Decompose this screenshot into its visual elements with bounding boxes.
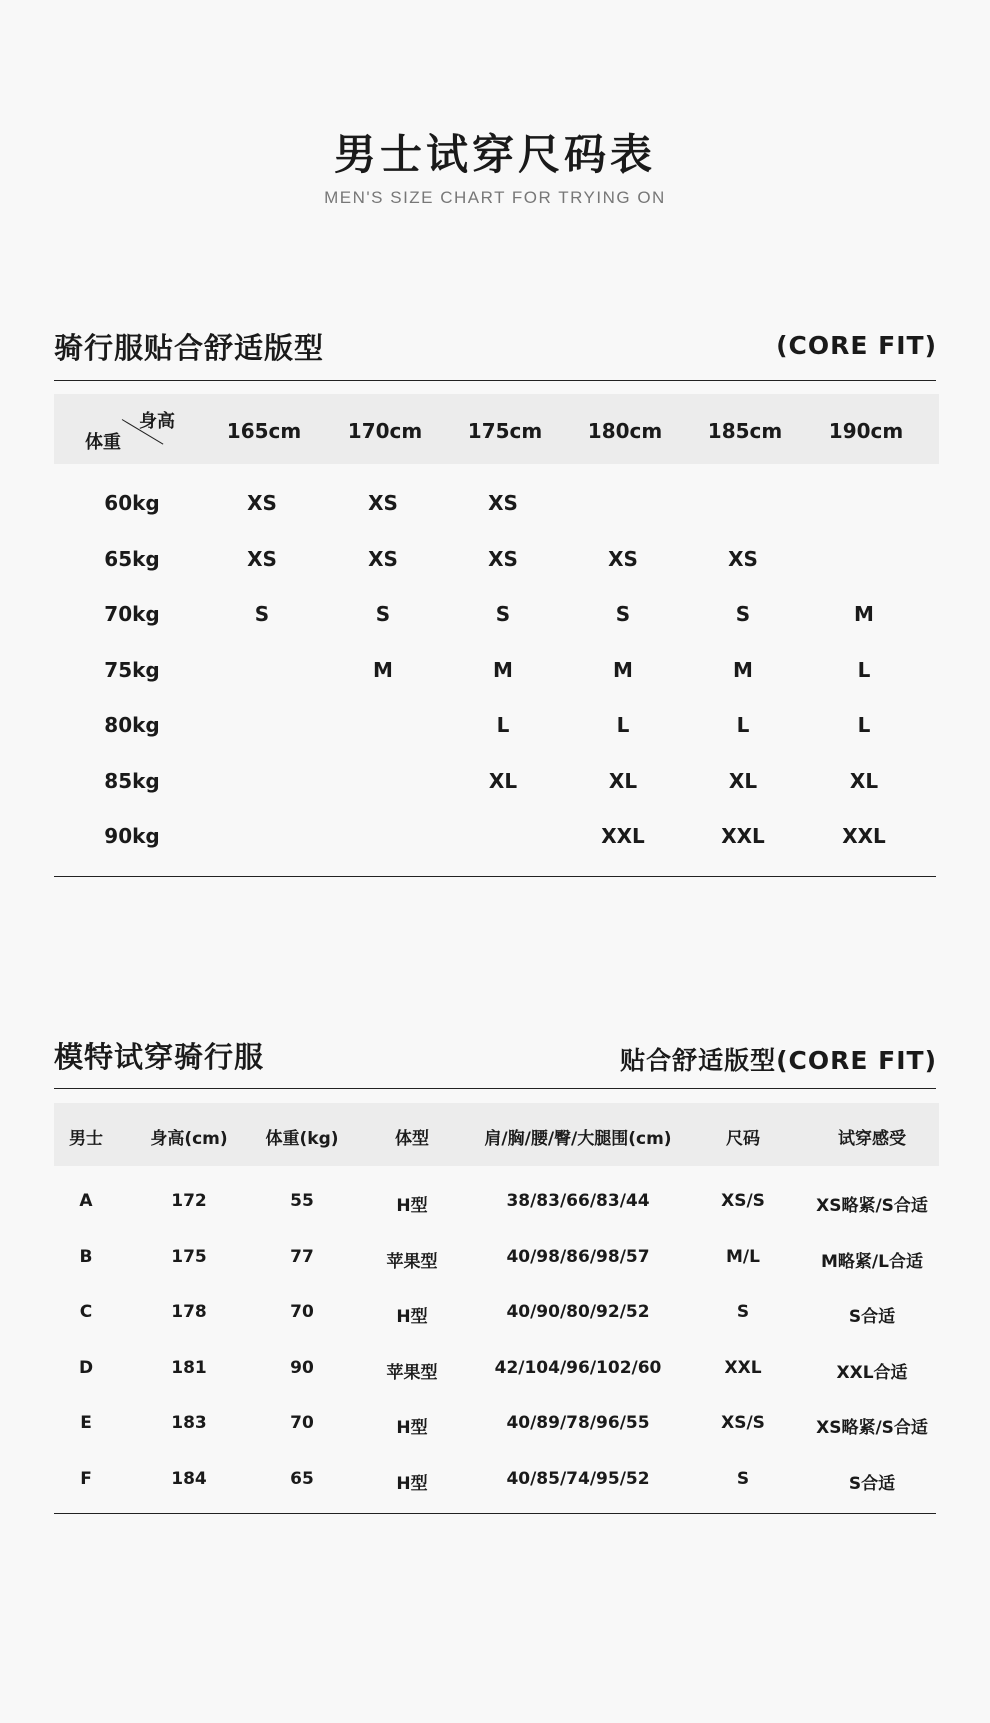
size-cell: XS bbox=[247, 547, 277, 571]
model-table-top-rule bbox=[54, 1088, 936, 1089]
model-cell: S合适 bbox=[848, 1307, 896, 1327]
size-cell: XS bbox=[488, 491, 518, 515]
size-cell: M bbox=[854, 602, 874, 626]
model-cell: 65 bbox=[290, 1469, 314, 1489]
size-cell: XS bbox=[608, 547, 638, 571]
model-cell: D bbox=[78, 1358, 94, 1378]
size-cell: XS bbox=[368, 491, 398, 515]
model-cell: M/L bbox=[726, 1247, 760, 1267]
size-cell: XS bbox=[247, 491, 277, 515]
model-header-4: 肩/胸/腰/臀/大腿围(cm) bbox=[484, 1129, 672, 1149]
size-cell: XXL bbox=[842, 824, 886, 848]
model-cell: H型 bbox=[396, 1418, 428, 1438]
corner-height-label: 身高 bbox=[139, 411, 175, 432]
model-cell: 70 bbox=[290, 1302, 314, 1322]
model-cell: S bbox=[736, 1302, 750, 1322]
model-header-3: 体型 bbox=[395, 1129, 429, 1149]
size-cell: S bbox=[495, 602, 511, 626]
model-cell: 172 bbox=[171, 1191, 207, 1211]
model-cell: 苹果型 bbox=[386, 1363, 438, 1383]
model-cell: H型 bbox=[396, 1474, 428, 1494]
model-cell: H型 bbox=[396, 1196, 428, 1216]
model-cell: XXL bbox=[724, 1358, 762, 1378]
size-cell: M bbox=[493, 658, 513, 682]
size-cell: XXL bbox=[601, 824, 645, 848]
size-cell: L bbox=[857, 658, 871, 682]
model-header-0: 男士 bbox=[69, 1129, 103, 1149]
model-table-title: 模特试穿骑行服 bbox=[54, 1040, 265, 1074]
size-cell: L bbox=[857, 713, 871, 737]
model-cell: 38/83/66/83/44 bbox=[506, 1191, 650, 1211]
model-cell: 178 bbox=[171, 1302, 207, 1322]
size-cell: XL bbox=[728, 769, 758, 793]
size-cell: XXL bbox=[721, 824, 765, 848]
model-cell: 90 bbox=[290, 1358, 314, 1378]
model-cell: 183 bbox=[171, 1413, 207, 1433]
height-header-3: 180cm bbox=[587, 419, 663, 443]
model-header-6: 试穿感受 bbox=[838, 1129, 906, 1149]
model-cell: 55 bbox=[290, 1191, 314, 1211]
model-cell: 42/104/96/102/60 bbox=[494, 1358, 662, 1378]
height-header-4: 185cm bbox=[707, 419, 783, 443]
size-cell: M bbox=[373, 658, 393, 682]
model-cell: S合适 bbox=[848, 1474, 896, 1494]
size-cell: M bbox=[613, 658, 633, 682]
model-cell: 70 bbox=[290, 1413, 314, 1433]
model-cell: 40/85/74/95/52 bbox=[506, 1469, 650, 1489]
model-cell: E bbox=[80, 1413, 92, 1433]
model-cell: B bbox=[79, 1247, 93, 1267]
size-cell: L bbox=[496, 713, 510, 737]
size-cell: L bbox=[616, 713, 630, 737]
model-cell: 40/90/80/92/52 bbox=[506, 1302, 650, 1322]
size-cell: M bbox=[733, 658, 753, 682]
model-cell: 184 bbox=[171, 1469, 207, 1489]
weight-label: 60kg bbox=[104, 491, 160, 515]
weight-label: 85kg bbox=[104, 769, 160, 793]
size-cell: XS bbox=[488, 547, 518, 571]
size-cell: XS bbox=[728, 547, 758, 571]
size-cell: S bbox=[615, 602, 631, 626]
page-title: 男士试穿尺码表 bbox=[333, 130, 656, 179]
model-cell: XS略紧/S合适 bbox=[816, 1196, 928, 1216]
model-cell: XS/S bbox=[721, 1413, 765, 1433]
model-cell: 40/89/78/96/55 bbox=[506, 1413, 650, 1433]
height-header-5: 190cm bbox=[828, 419, 904, 443]
size-cell: XL bbox=[488, 769, 518, 793]
model-cell: XXL合适 bbox=[836, 1363, 908, 1383]
weight-label: 80kg bbox=[104, 713, 160, 737]
weight-label: 65kg bbox=[104, 547, 160, 571]
weight-label: 90kg bbox=[104, 824, 160, 848]
corner-weight-label: 体重 bbox=[85, 432, 121, 453]
size-chart-top-rule bbox=[54, 380, 936, 381]
model-table-bottom-rule bbox=[54, 1513, 936, 1514]
weight-label: 75kg bbox=[104, 658, 160, 682]
model-cell: 40/98/86/98/57 bbox=[506, 1247, 650, 1267]
size-chart-title: 骑行服贴合舒适版型 bbox=[54, 331, 325, 365]
model-cell: F bbox=[80, 1469, 92, 1489]
size-cell: XL bbox=[849, 769, 879, 793]
size-cell: L bbox=[736, 713, 750, 737]
weight-label: 70kg bbox=[104, 602, 160, 626]
height-header-2: 175cm bbox=[467, 419, 543, 443]
model-cell: M略紧/L合适 bbox=[821, 1252, 923, 1272]
model-cell: 苹果型 bbox=[386, 1252, 438, 1272]
model-cell: XS/S bbox=[721, 1191, 765, 1211]
model-cell: 175 bbox=[171, 1247, 207, 1267]
height-header-0: 165cm bbox=[226, 419, 302, 443]
size-chart-bottom-rule bbox=[54, 876, 936, 877]
model-cell: H型 bbox=[396, 1307, 428, 1327]
size-cell: S bbox=[254, 602, 270, 626]
model-cell: 77 bbox=[290, 1247, 314, 1267]
size-cell: S bbox=[735, 602, 751, 626]
model-header-1: 身高(cm) bbox=[150, 1129, 228, 1149]
size-cell: XS bbox=[368, 547, 398, 571]
model-table-fit-label: 贴合舒适版型(CORE FIT) bbox=[620, 1046, 937, 1075]
size-chart-fit-label: (CORE FIT) bbox=[776, 331, 937, 360]
height-header-1: 170cm bbox=[347, 419, 423, 443]
size-cell: XL bbox=[608, 769, 638, 793]
model-cell: 181 bbox=[171, 1358, 207, 1378]
size-cell: S bbox=[375, 602, 391, 626]
model-cell: A bbox=[79, 1191, 93, 1211]
model-header-5: 尺码 bbox=[726, 1129, 760, 1149]
page-subtitle: MEN'S SIZE CHART FOR TRYING ON bbox=[324, 188, 666, 207]
model-header-2: 体重(kg) bbox=[265, 1129, 339, 1149]
model-cell: XS略紧/S合适 bbox=[816, 1418, 928, 1438]
model-cell: S bbox=[736, 1469, 750, 1489]
model-cell: C bbox=[79, 1302, 93, 1322]
